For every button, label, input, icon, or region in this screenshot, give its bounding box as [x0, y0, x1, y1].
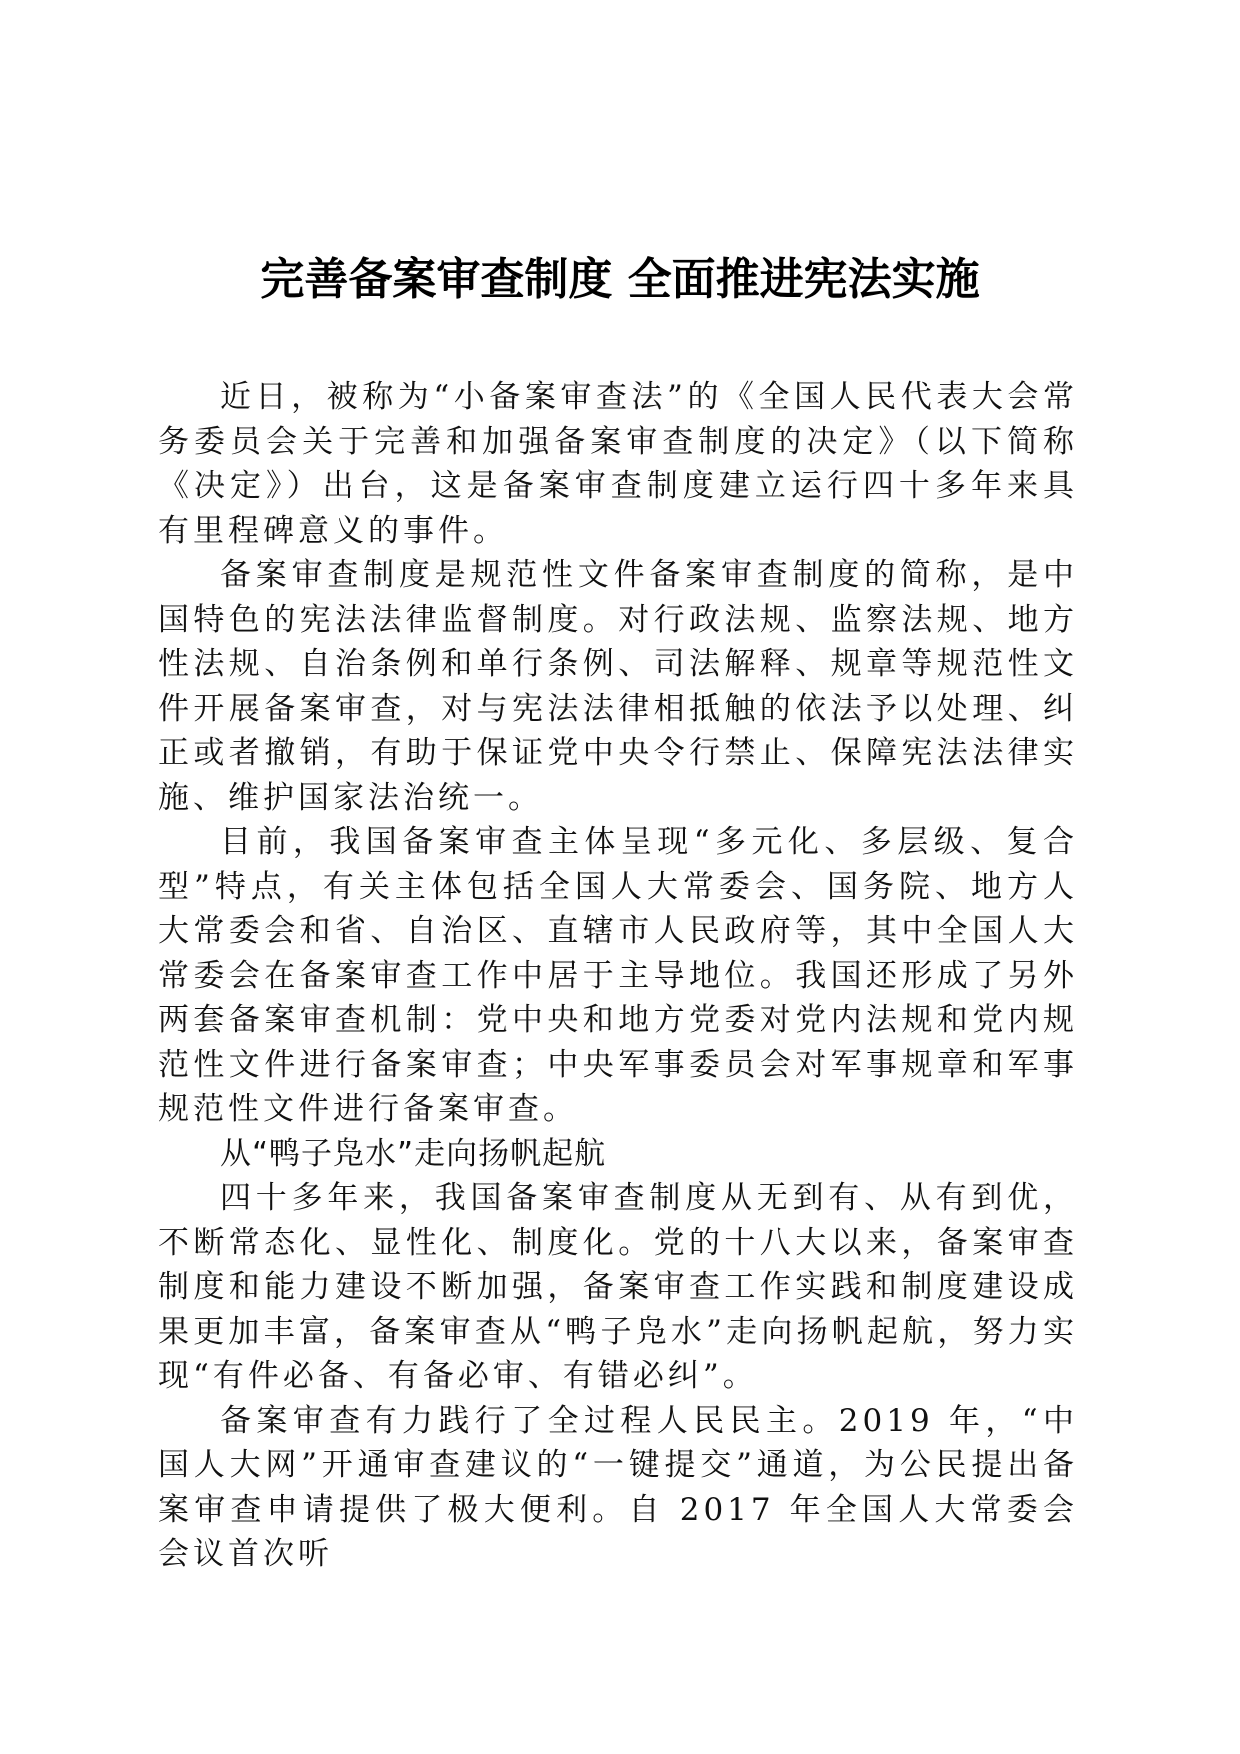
- document-body: [158, 375, 1078, 1577]
- paragraph-development: 四十多年来，我国备案审查制度从无到有、从有到优，不断常态化、显性化、制度化。党的十八大以来，备案审查制度和能力建设不断加强，备案审查工作实践和制度建设成果更加丰富，备案审查从“鸭子凫水”走向扬帆起航，努力实现“有件必备、有备必审、有错必纠”。: [158, 1180, 1078, 1394]
- paragraph-intro: 近日，被称为“小备案审查法”的《全国人民代表大会常务委员会关于完善和加强备案审查制度的决定》（以下简称《决定》）出台，这是备案审查制度建立运行四十多年来具有里程碑意义的事件。: [158, 379, 1078, 549]
- paragraph-current-status: 目前，我国备案审查主体呈现“多元化、多层级、复合型”特点，有关主体包括全国人大常委会、国务院、地方人大常委会和省、自治区、直辖市人民政府等，其中全国人大常委会在备案审查工作中居于主导地位。我国还形成了另外两套备案审查机制：党中央和地方党委对党内法规和党内规范性文件进行备案审查；中央军事委员会对军事规章和军事规范性文件进行备案审查。: [158, 824, 1078, 1127]
- document-title: 完善备案审查制度 全面推进宪法实施: [260, 254, 980, 305]
- section-subheading: 从“鸭子凫水”走向扬帆起航: [220, 1135, 607, 1172]
- paragraph-democracy: 备案审查有力践行了全过程人民民主。2019 年，“中国人大网”开通审查建议的“一键提交”通道，为公民提出备案审查申请提供了极大便利。自 2017 年全国人大常委会会议首次听: [158, 1402, 1078, 1572]
- paragraph-definition: 备案审查制度是规范性文件备案审查制度的简称，是中国特色的宪法法律监督制度。对行政法规、监察法规、地方性法规、自治条例和单行条例、司法解释、规章等规范性文件开展备案审查，对与宪法法律相抵触的依法予以处理、纠正或者撤销，有助于保证党中央令行禁止、保障宪法法律实施、维护国家法治统一。: [158, 557, 1078, 816]
